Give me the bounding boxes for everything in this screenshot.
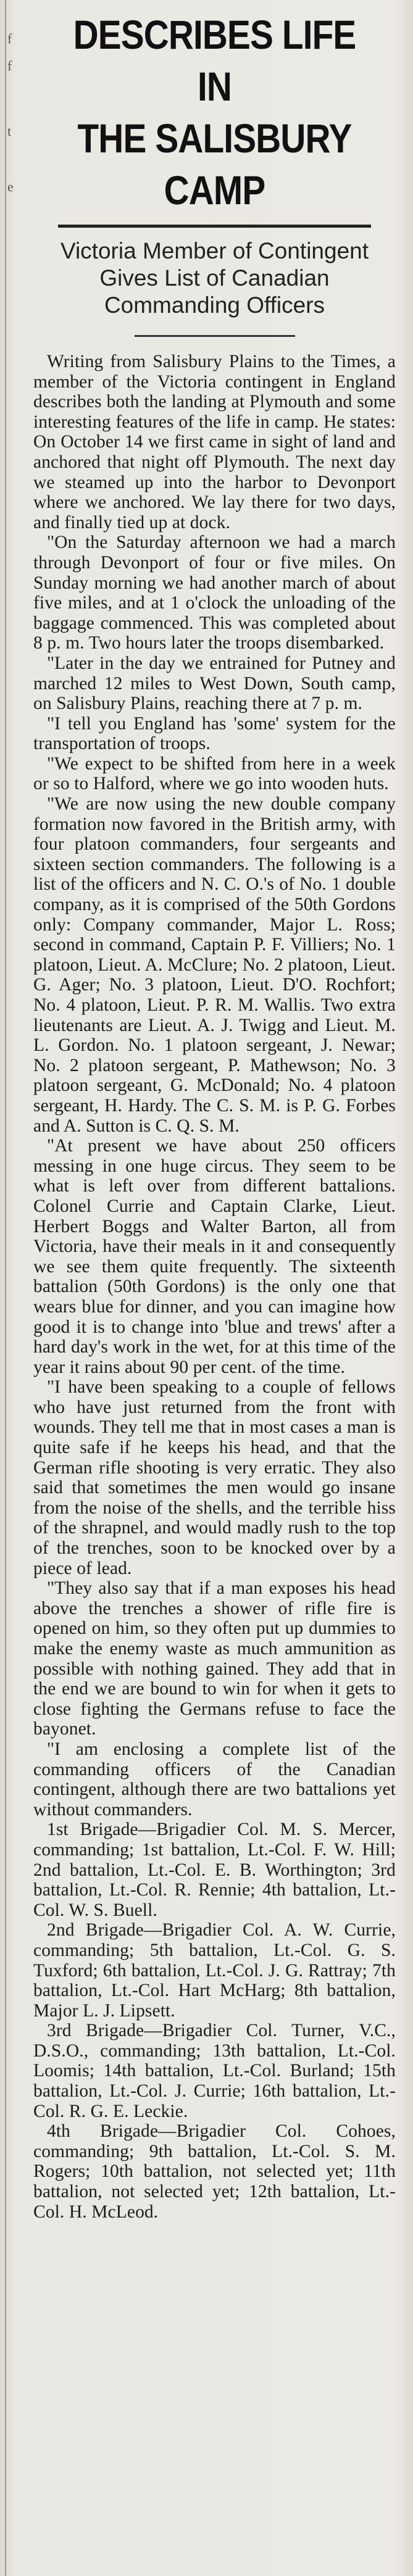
subhead <box>33 238 396 319</box>
margin-mark: t <box>7 123 12 139</box>
headline-rule <box>58 225 371 228</box>
paragraph: "On the Saturday afternoon we had a march through Devonport of four or five miles. On Sunday morning we had another march of about five miles, and at 1 o'clock the unloading of the baggage commenced. This was completed about 8 p. m. Two hours later the troops disembarked. <box>33 532 396 653</box>
paragraph: "They also say that if a man exposes his head above the trenches a shower of rifle fire is opened on him, so they often put up dummies to make the enemy waste as much ammunition as possible with nothing gained. They add that in the end we are bound to win for when it gets to close fighting the Germans refuse to face the bayonet. <box>33 1578 396 1739</box>
article-body <box>33 352 396 2222</box>
paragraph: "I have been speaking to a couple of fellows who have just returned from the front with wounds. They tell me that in most cases a man is quite safe if he keeps his head, and that the German rifle shooting is very erratic. They also said that sometimes the men would go insane from the noise of the shells, and the terrible hiss of the shrapnel, and would madly rush to the top of the trenches, soon to be knocked over by a piece of lead. <box>33 1377 396 1578</box>
margin-mark: e <box>7 179 14 194</box>
margin-mark: f <box>7 31 12 46</box>
brigade-paragraph: 2nd Brigade—Brigadier Col. A. W. Currie, commanding; 5th battalion, Lt.-Col. G. S. Tuxford; 6th battalion, Lt.-Col. J. G. Rattray; 7th battalion, Lt.-Col. Hart McHarg; 8th battalion, Major L. J. Lipsett. <box>33 1920 396 2021</box>
paragraph: "We expect to be shifted from here in a week or so to Halford, where we go into wooden huts. <box>33 753 396 794</box>
headline-line-2: THE SALISBURY CAMP <box>77 115 352 213</box>
brigade-paragraph: 1st Brigade—Brigadier Col. M. S. Mercer, commanding; 1st battalion, Lt.-Col. F. W. Hill; 2nd battalion, Lt.-Col. E. B. Worthington; 3rd battalion, Lt.-Col. R. Rennie; 4th battalion, Lt.-Col. W. S. Buell. <box>33 1820 396 1920</box>
paragraph: "I am enclosing a complete list of the commanding officers of the Canadian contingent, although there are two battalions yet without commanders. <box>33 1739 396 1820</box>
subhead-rule <box>135 335 295 337</box>
subhead-line: Victoria Member of Contingent <box>60 238 369 263</box>
paragraph: "I tell you England has 'some' system for the transportation of troops. <box>33 713 396 754</box>
margin-mark: f <box>7 58 12 73</box>
subhead-line: Gives List of Canadian <box>99 265 330 291</box>
paragraph: "At present we have about 250 officers messing in one huge circus. They seem to be what is left over from different battalions. Colonel Currie and Captain Clarke, Lieut. Herbert Boggs and Walter Barton, all from Victoria, have their meals in it and consequently we see them quite frequently. The sixteenth battalion (50th Gordons) is the only one that wears blue for dinner, and you can imagine how good it is to change into 'blue and trews' after a hard day's work in the wet, for at this time of the year it rains about 90 per cent. of the time. <box>33 1136 396 1377</box>
paragraph: "We are now using the new double company formation now favored in the British army, with four platoon commanders, four sergeants and sixteen section commanders. The following is a list of the officers and N. C. O.'s of No. 1 double company, as it is comprised of the 50th Gordons only: Company commander, Major L. Ross; second in command, Captain P. F. Villiers; No. 1 platoon, Lieut. A. McClure; No. 2 platoon, Lieut. G. Ager; No. 3 platoon, Lieut. D'O. Rochfort; No. 4 platoon, Lieut. P. R. M. Wallis. Two extra lieutenants are Lieut. A. J. Twigg and Lieut. M. L. Gordon. No. 1 platoon sergeant, J. Newar; No. 2 platoon sergeant, P. Mathewson; No. 3 platoon sergeant, G. McDonald; No. 4 platoon sergeant, H. Hardy. The C. S. M. is P. G. Forbes and A. Sutton is C. Q. S. M. <box>33 794 396 1136</box>
brigade-paragraph: 3rd Brigade—Brigadier Col. Turner, V.C., D.S.O., commanding; 13th battalion, Lt.-Col. Loomis; 14th battalion, Lt.-Col. Burland; 15th battalion, Lt.-Col. J. Currie; 16th battalion, Lt.-Col. R. G. E. Leckie. <box>33 2021 396 2121</box>
headline-line-1: DESCRIBES LIFE IN <box>73 12 356 109</box>
paragraph: Writing from Salisbury Plains to the Times, a member of the Victoria contingent in England describes both the landing at Plymouth and some interesting features of the life in camp. He states: On October 14 we first came in sight of land and anchored that night off Plymouth. The next day we steamed up into the harbor to Devonport where we anchored. We lay there for two days, and finally tied up at dock. <box>33 352 396 532</box>
paragraph: "Later in the day we entrained for Putney and marched 12 miles to West Down, South camp, on Salisbury Plains, reaching there at 7 p. m. <box>33 653 396 714</box>
brigade-paragraph: 4th Brigade—Brigadier Col. Cohoes, commanding; 9th battalion, Lt.-Col. S. M. Rogers; 10th battalion, not selected yet; 11th battalion, not selected yet; 12th battalion, Lt.-Col. H. McLeod. <box>33 2121 396 2222</box>
subhead-line: Commanding Officers <box>104 292 325 318</box>
